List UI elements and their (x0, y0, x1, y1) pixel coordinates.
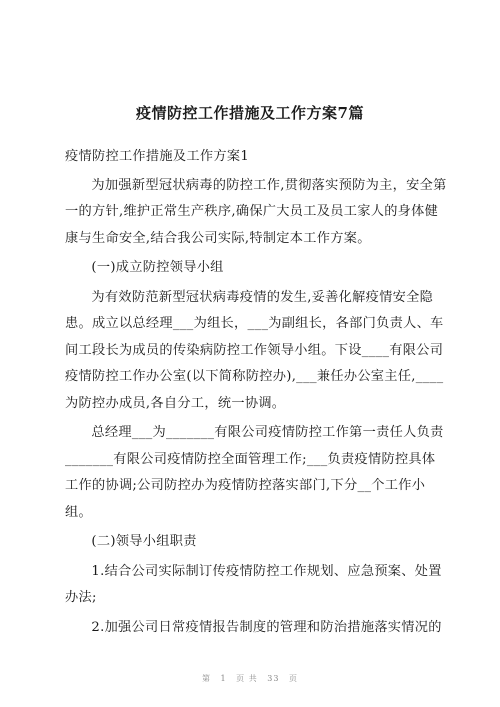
footer-prefix: 第 (201, 674, 211, 683)
footer-middle: 页 共 (236, 674, 258, 683)
list-item: 2.加强公司日常疫情报告制度的管理和防治措施落实情况的 (91, 619, 442, 635)
footer-page-number: 1 (220, 674, 227, 683)
footer-total-pages: 33 (267, 674, 280, 683)
paragraph: 总经理___为_______有限公司疫情防控工作第一责任人负责_______有限公司疫情防控全面管理工作;___负责疫情防控具体工作的协调;公司防控办为疫情防控落实部门,下分__个工作小组。 (65, 425, 444, 520)
paragraph: 为加强新型冠状病毒的防控工作,贯彻落实预防为主，安全第一的方针,维护正常生产秩序,确保广大员工及员工家人的身体健康与生命安全,结合我公司实际,特制定本工作方案。 (65, 177, 447, 246)
document-body (65, 144, 448, 641)
page-footer (0, 673, 500, 684)
document-title: 疫情防控工作措施及工作方案7篇 (136, 104, 364, 122)
paragraph: 为有效防范新型冠状病毒疫情的发生,妥善化解疫情安全隐患。成立以总经理___为组长，___为副组长，各部门负责人、车间工段长为成员的传染病防控工作领导小组。下设____有限公司疫情防控工作办公室(以下简称防控办),___兼任办公室主任,____为防控办成员,各自分工，统一协调。 (65, 289, 444, 411)
subheading: (二)领导小组职责 (91, 534, 197, 549)
section-heading: 疫情防控工作措施及工作方案1 (65, 149, 250, 164)
footer-suffix: 页 (289, 674, 298, 683)
subheading: (一)成立防控领导小组 (91, 260, 224, 275)
list-item: 1.结合公司实际制订传疫情防控工作规划、应急预案、处置办法; (65, 563, 442, 605)
